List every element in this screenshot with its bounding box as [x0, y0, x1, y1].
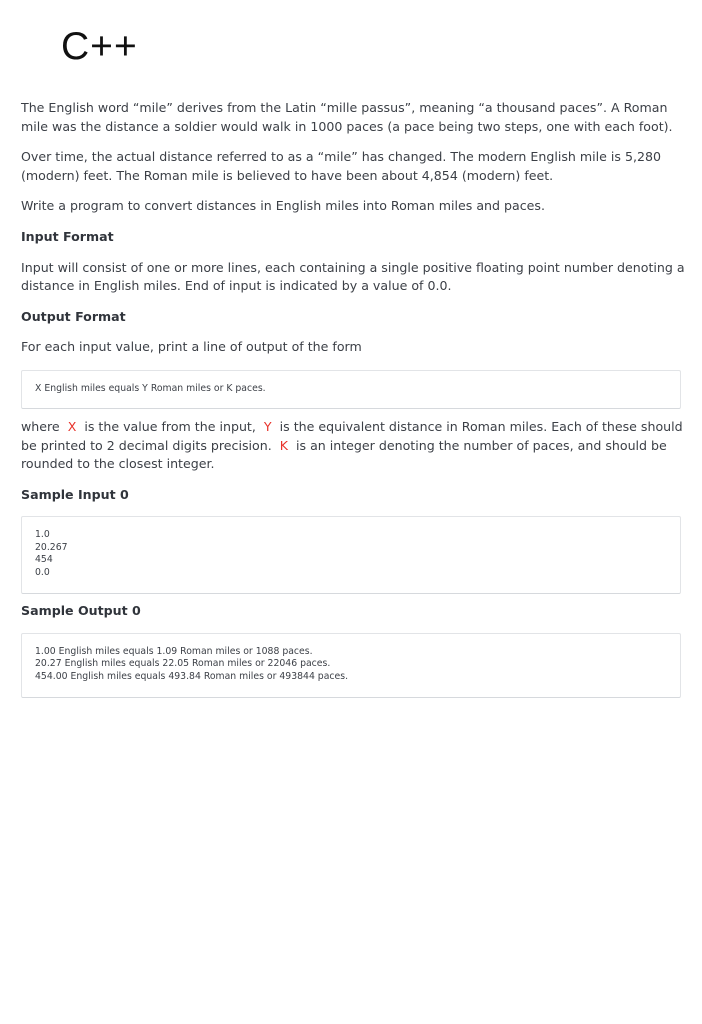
output-format-text: For each input value, print a line of output of the form: [21, 339, 362, 355]
intro-paragraph-3: Write a program to convert distances in English miles into Roman miles and paces.: [21, 198, 545, 214]
output-form-line: X English miles equals Y Roman miles or K paces.: [35, 382, 266, 394]
intro-paragraph-1: The English word “mile” derives from the Latin “mille passus”, meaning “a thousand paces”. A Roman mile was the distance a soldier would walk in 1000 paces (a pace being two steps, one with each foot).: [21, 100, 673, 134]
variable-x: X: [67, 418, 77, 434]
where-text-4: is an integer denoting the number of paces, and should be rounded to the closest integer.: [21, 437, 667, 472]
sample-output-code-block: [21, 633, 681, 698]
sample-input-line: 454: [35, 554, 53, 566]
variable-k: K: [279, 437, 288, 453]
input-format-text: Input will consist of one or more lines, each containing a single positive floating point number denoting a distance in English miles. End of input is indicated by a value of 0.0.: [21, 259, 685, 294]
sample-output-line: 454.00 English miles equals 493.84 Roman miles or 493844 paces.: [35, 670, 349, 682]
sample-input-line: 0.0: [35, 566, 50, 578]
sample-input-code-block: [21, 516, 681, 594]
where-text-3: is the equivalent distance in Roman miles. Each of these should be printed to 2 decimal digits precision.: [21, 418, 683, 453]
language-logo: C++: [61, 25, 138, 68]
sample-input-line: 1.0: [35, 529, 50, 541]
where-text-2: is the value from the input,: [84, 418, 256, 434]
output-format-explanation: [21, 418, 685, 474]
sample-input-line: 20.267: [35, 541, 68, 553]
sample-output-line: 20.27 English miles equals 22.05 Roman miles or 22046 paces.: [35, 658, 331, 670]
intro-paragraph-2: Over time, the actual distance referred to as a “mile” has changed. The modern English mile is 5,280 (modern) feet. The Roman mile is believed to have been about 4,854 (modern) feet.: [21, 149, 662, 183]
output-format-heading: Output Format: [21, 308, 126, 324]
output-form-code-block: [21, 370, 681, 409]
sample-output-line: 1.00 English miles equals 1.09 Roman miles or 1088 paces.: [35, 645, 313, 657]
problem-statement: [21, 99, 685, 698]
sample-input-heading: Sample Input 0: [21, 486, 129, 502]
variable-y: Y: [263, 418, 272, 434]
where-text-1: where: [21, 418, 60, 434]
input-format-heading: Input Format: [21, 228, 114, 244]
sample-output-heading: Sample Output 0: [21, 603, 141, 619]
